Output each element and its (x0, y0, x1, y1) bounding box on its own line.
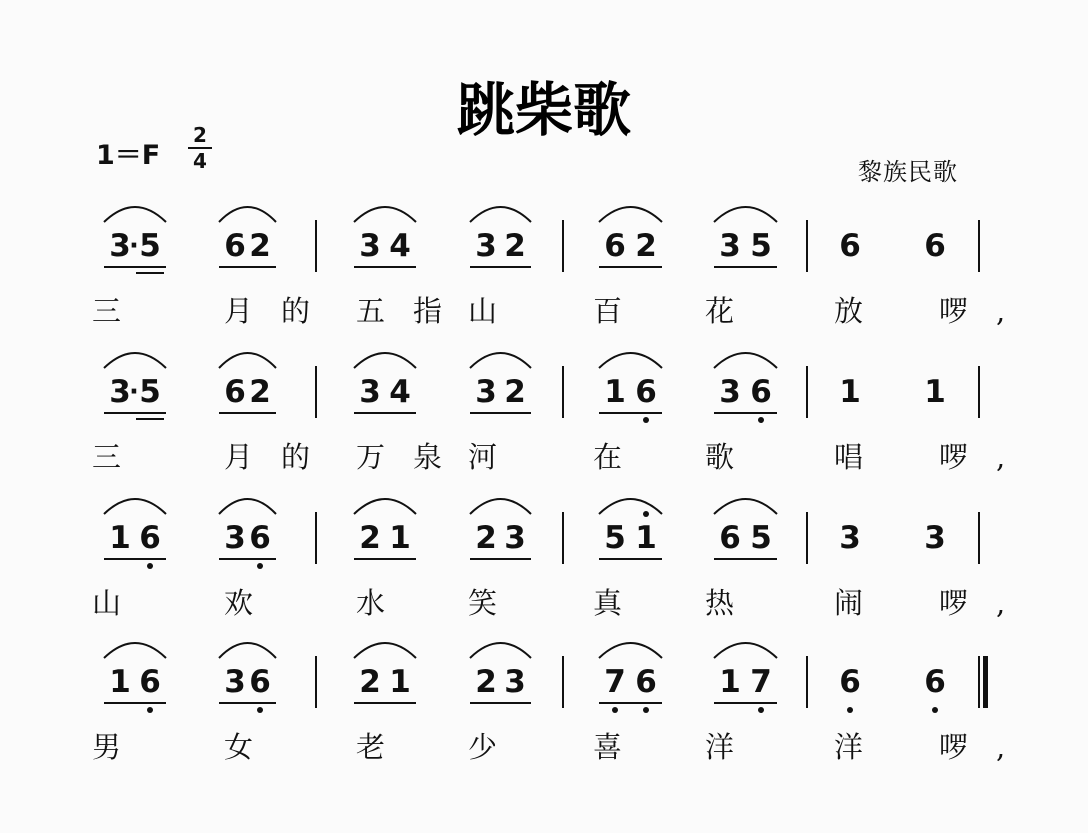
lyric: 欢 (224, 586, 282, 620)
slur (104, 643, 166, 658)
note: 5 (139, 228, 161, 264)
note: 1 (109, 664, 131, 700)
note: 4 (389, 228, 411, 264)
slur (599, 353, 662, 368)
slur (219, 207, 276, 222)
note: 2 (475, 664, 497, 700)
note: 1 (109, 520, 131, 556)
slur (354, 353, 416, 368)
slur (354, 499, 416, 514)
note: 6 (839, 664, 861, 700)
low-octave-dot (932, 707, 938, 713)
song-title: 跳柴歌 (456, 76, 631, 144)
note: 3 (475, 228, 497, 264)
note: 3 (504, 520, 526, 556)
note: 3 (719, 228, 741, 264)
note: 3 (504, 664, 526, 700)
note: 6 (604, 228, 626, 264)
lyric: 在 (593, 440, 651, 474)
slur (714, 643, 777, 658)
lyric: 啰, (939, 294, 1034, 328)
lyric: 女 (224, 730, 282, 764)
note: 6 (224, 374, 246, 410)
augmentation-dot: · (129, 231, 139, 261)
note: 3 (719, 374, 741, 410)
note: 6 (139, 520, 161, 556)
lyric: 三 (92, 294, 150, 328)
note: 2 (359, 664, 381, 700)
note: 1 (719, 664, 741, 700)
lyric: 月的 (224, 440, 339, 474)
lyric: 男 (92, 730, 150, 764)
slur (470, 207, 531, 222)
song-credit: 黎族民歌 (858, 158, 958, 186)
slur (354, 643, 416, 658)
lyric: 花 (705, 294, 763, 328)
slur (104, 499, 166, 514)
slur (599, 643, 662, 658)
lyric: 洋 (834, 730, 892, 764)
slur (599, 499, 662, 514)
low-octave-dot (257, 563, 263, 569)
low-octave-dot (758, 417, 764, 423)
slur (714, 353, 777, 368)
note: 2 (504, 228, 526, 264)
lyric: 洋 (705, 730, 763, 764)
lyric: 笑 (468, 586, 526, 620)
lyric: 百 (593, 294, 651, 328)
slur (104, 207, 166, 222)
note: 6 (635, 374, 657, 410)
low-octave-dot (643, 417, 649, 423)
note: 1 (635, 520, 657, 556)
note: 4 (389, 374, 411, 410)
high-octave-dot (643, 511, 649, 517)
lyric: 真 (593, 586, 651, 620)
time-signature-numerator: 2 (193, 123, 207, 147)
note: 6 (750, 374, 772, 410)
note: 3 (109, 374, 131, 410)
note: 3 (475, 374, 497, 410)
note: 3 (224, 664, 246, 700)
lyric: 唱 (834, 440, 892, 474)
augmentation-dot: · (129, 377, 139, 407)
lyric: 河 (468, 440, 526, 474)
note: 6 (249, 664, 271, 700)
lyric: 山 (468, 294, 526, 328)
lyric: 老 (356, 730, 414, 764)
note: 2 (359, 520, 381, 556)
note: 6 (224, 228, 246, 264)
note: 6 (635, 664, 657, 700)
note: 3 (224, 520, 246, 556)
time-signature-denominator: 4 (193, 149, 207, 173)
low-octave-dot (147, 707, 153, 713)
note: 2 (249, 228, 271, 264)
note: 3 (109, 228, 131, 264)
key-signature: 1＝F (96, 140, 161, 171)
note: 3 (839, 520, 861, 556)
low-octave-dot (147, 563, 153, 569)
low-octave-dot (758, 707, 764, 713)
note: 2 (635, 228, 657, 264)
low-octave-dot (612, 707, 618, 713)
note: 1 (604, 374, 626, 410)
slur (714, 207, 777, 222)
note: 6 (924, 664, 946, 700)
slur (219, 499, 276, 514)
note: 1 (389, 664, 411, 700)
slur (104, 353, 166, 368)
lyric: 山 (92, 586, 150, 620)
note: 2 (475, 520, 497, 556)
lyric: 啰, (939, 730, 1034, 764)
lyric: 水 (356, 586, 414, 620)
lyric: 少 (468, 730, 526, 764)
note: 2 (249, 374, 271, 410)
note: 5 (604, 520, 626, 556)
note: 6 (839, 228, 861, 264)
note: 7 (750, 664, 772, 700)
slur (714, 499, 777, 514)
slur (219, 353, 276, 368)
lyric: 月的 (224, 294, 339, 328)
slur (470, 353, 531, 368)
lyric: 啰, (939, 586, 1034, 620)
lyric: 热 (705, 586, 763, 620)
note: 6 (719, 520, 741, 556)
note: 2 (504, 374, 526, 410)
lyric: 喜 (593, 730, 651, 764)
slur (470, 499, 531, 514)
note: 5 (139, 374, 161, 410)
low-octave-dot (643, 707, 649, 713)
low-octave-dot (257, 707, 263, 713)
lyric: 歌 (705, 440, 763, 474)
lyric: 三 (92, 440, 150, 474)
lyric: 五指 (356, 294, 471, 328)
slur (219, 643, 276, 658)
lyric: 万泉 (356, 440, 471, 474)
slur (470, 643, 531, 658)
note: 7 (604, 664, 626, 700)
note: 1 (924, 374, 946, 410)
note: 5 (750, 520, 772, 556)
note: 6 (924, 228, 946, 264)
slur (354, 207, 416, 222)
lyric: 闹 (834, 586, 892, 620)
low-octave-dot (847, 707, 853, 713)
lyric: 放 (834, 294, 892, 328)
lyric: 啰, (939, 440, 1034, 474)
note: 3 (359, 374, 381, 410)
note: 1 (839, 374, 861, 410)
note: 3 (924, 520, 946, 556)
note: 5 (750, 228, 772, 264)
note: 1 (389, 520, 411, 556)
note: 6 (249, 520, 271, 556)
note: 6 (139, 664, 161, 700)
note: 3 (359, 228, 381, 264)
slur (599, 207, 662, 222)
